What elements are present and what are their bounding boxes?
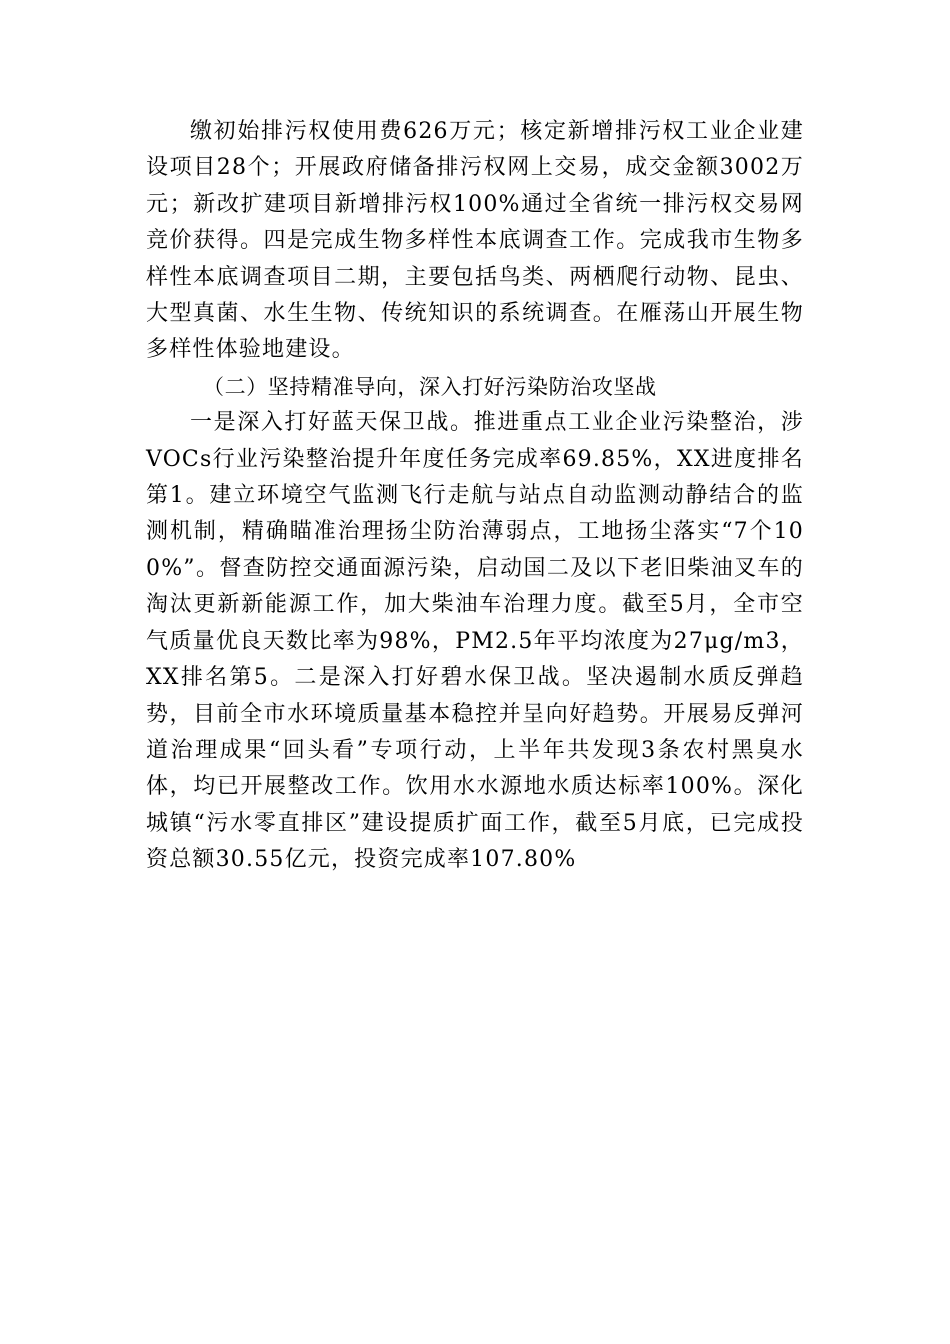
paragraph-air-water-protection: 一是深入打好蓝天保卫战。推进重点工业企业污染整治，涉VOCs行业污染整治提升年度任务完成率69.85%，XX进度排名第1。建立环境空气监测飞行走航与站点自动监测动静结合的监测机制，精确瞄准治理扬尘防治薄弱点，工地扬尘落实“7个100%”。督查防控交通面源污染，启动国二及以下老旧柴油叉车的淘汰更新新能源工作，加大柴油车治理力度。截至5月，全市空气质量优良天数比率为98%，PM2.5年平均浓度为27μg/m3，XX排名第5。二是深入打好碧水保卫战。坚决遏制水质反弹趋势，目前全市水环境质量基本稳控并呈向好趋势。开展易反弹河道治理成果“回头看”专项行动，上半年共发现3条农村黑臭水体，均已开展整改工作。饮用水水源地水质达标率100%。深化城镇“污水零直排区”建设提质扩面工作，截至5月底，已完成投资总额30.55亿元，投资完成率107.80%: [146, 410, 804, 873]
paragraph-pollution-rights-biodiversity: 缴初始排污权使用费626万元；核定新增排污权工业企业建设项目28个；开展政府储备排污权网上交易，成交金额3002万元；新改扩建项目新增排污权100%通过全省统一排污权交易网竞价获得。四是完成生物多样性本底调查工作。完成我市生物多样性本底调查项目二期，主要包括鸟类、两栖爬行动物、昆虫、大型真菌、水生生物、传统知识的系统调查。在雁荡山开展生物多样性体验地建设。: [146, 119, 804, 363]
document-body: [146, 114, 804, 879]
section-heading: （二）坚持精准导向，深入打好污染防治攻坚战: [203, 374, 657, 399]
